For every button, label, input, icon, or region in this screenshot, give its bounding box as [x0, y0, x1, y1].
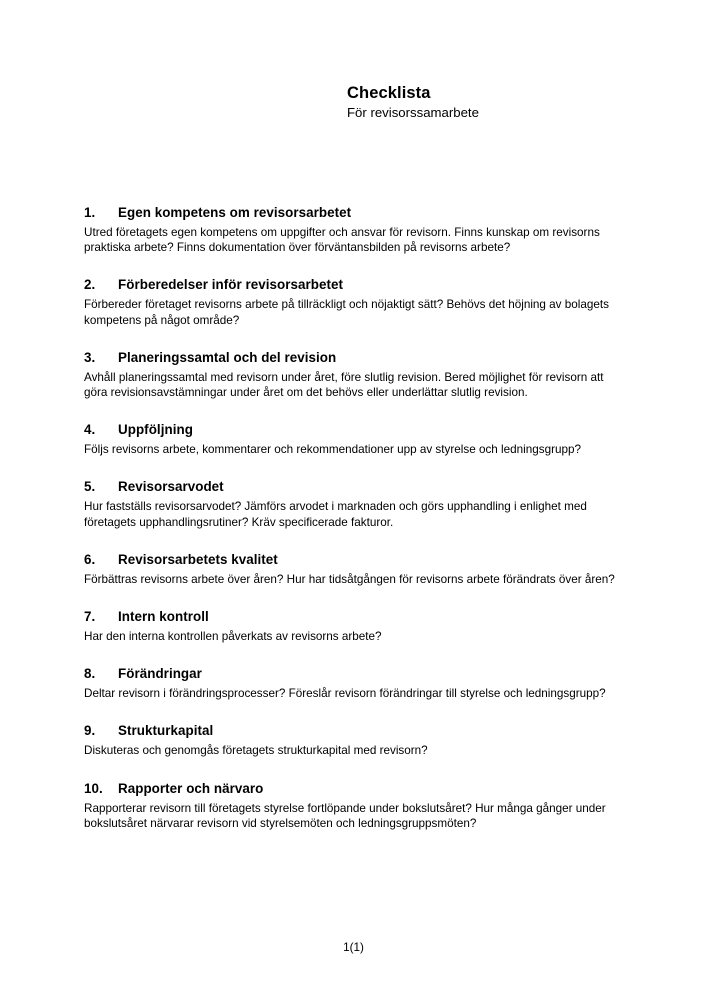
section-number: 9.	[84, 723, 96, 739]
section-heading	[84, 552, 620, 568]
section-heading	[84, 609, 620, 625]
section-title: Egen kompetens om revisorsarbetet	[118, 205, 352, 220]
section-number: 8.	[84, 666, 96, 682]
checklist-item	[84, 479, 620, 529]
section-heading	[84, 277, 620, 293]
section-title: Intern kontroll	[118, 609, 209, 625]
checklist-item	[84, 666, 620, 701]
checklist-item	[84, 422, 620, 457]
section-heading	[84, 781, 620, 797]
section-title: Revisorsarbetets kvalitet	[118, 551, 278, 567]
section-body: Diskuteras och genomgås företagets strukturkapital med revisorn?	[84, 744, 428, 758]
section-title: Revisorsarvodet	[118, 479, 224, 495]
section-heading	[84, 723, 620, 739]
checklist-item	[84, 781, 620, 831]
section-heading	[84, 479, 620, 495]
section-number: 1.	[84, 205, 96, 220]
section-number: 7.	[84, 609, 96, 625]
page-subtitle: För revisorssamarbete	[347, 105, 479, 120]
checklist-item	[84, 350, 620, 400]
checklist-sections	[84, 205, 620, 831]
section-title: Förändringar	[118, 666, 202, 682]
section-number: 3.	[84, 349, 96, 365]
section-body: Förbättras revisorns arbete över åren? Hur har tidsåtgången för revisorns arbete förändrats över åren?	[84, 572, 615, 586]
checklist-item	[84, 723, 620, 758]
section-number: 2.	[84, 277, 96, 293]
section-number: 5.	[84, 479, 96, 495]
section-title: Rapporter och närvaro	[118, 780, 264, 796]
page-number: 1(1)	[343, 941, 364, 954]
section-body: Har den interna kontrollen påverkats av revisorns arbete?	[84, 630, 382, 644]
section-heading	[84, 205, 620, 221]
section-title: Planeringssamtal och del revision	[118, 349, 337, 365]
section-heading	[84, 350, 620, 366]
section-body: Förbereder företaget revisorns arbete på tillräckligt och nöjaktigt sätt? Behövs det höjning av bolagets kompetens på något område?	[84, 298, 609, 327]
checklist-item	[84, 609, 620, 644]
section-number: 6.	[84, 551, 96, 567]
checklist-item	[84, 205, 620, 255]
checklist-item	[84, 552, 620, 587]
page-footer	[0, 940, 707, 955]
section-heading	[84, 666, 620, 682]
document-title-block	[347, 84, 667, 121]
page-title: Checklista	[347, 84, 431, 102]
section-title: Strukturkapital	[118, 723, 214, 739]
section-body: Utred företagets egen kompetens om uppgifter och ansvar för revisorn. Finns kunskap om revisorns praktiska arbete? Finns dokumentation över förväntansbilden på revisorns arbete?	[84, 226, 600, 255]
section-title: Uppföljning	[118, 422, 193, 438]
section-title: Förberedelser inför revisorsarbetet	[118, 277, 344, 293]
section-heading	[84, 422, 620, 438]
section-body: Hur fastställs revisorsarvodet? Jämförs arvodet i marknaden och görs upphandling i enlighet med företagets upphandlingsrutiner? Kräv specificerade fakturor.	[84, 500, 587, 529]
section-body: Deltar revisorn i förändringsprocesser? Föreslår revisorn förändringar till styrelse och ledningsgrupp?	[84, 687, 606, 701]
section-number: 4.	[84, 422, 96, 438]
section-body: Avhåll planeringssamtal med revisorn under året, före slutlig revision. Bered möjlighet för revisorn att göra revisionsavstämningar under året om det behövs eller underlättar slutlig revision.	[84, 370, 604, 400]
checklist-item	[84, 277, 620, 327]
section-body: Följs revisorns arbete, kommentarer och rekommendationer upp av styrelse och ledningsgrupp?	[84, 443, 581, 457]
section-number: 10.	[84, 780, 103, 796]
section-body: Rapporterar revisorn till företagets styrelse fortlöpande under bokslutsåret? Hur många gånger under bokslutsåret närvarar revisorn vid styrelsemöten och ledningsgruppsmöten?	[84, 801, 606, 830]
